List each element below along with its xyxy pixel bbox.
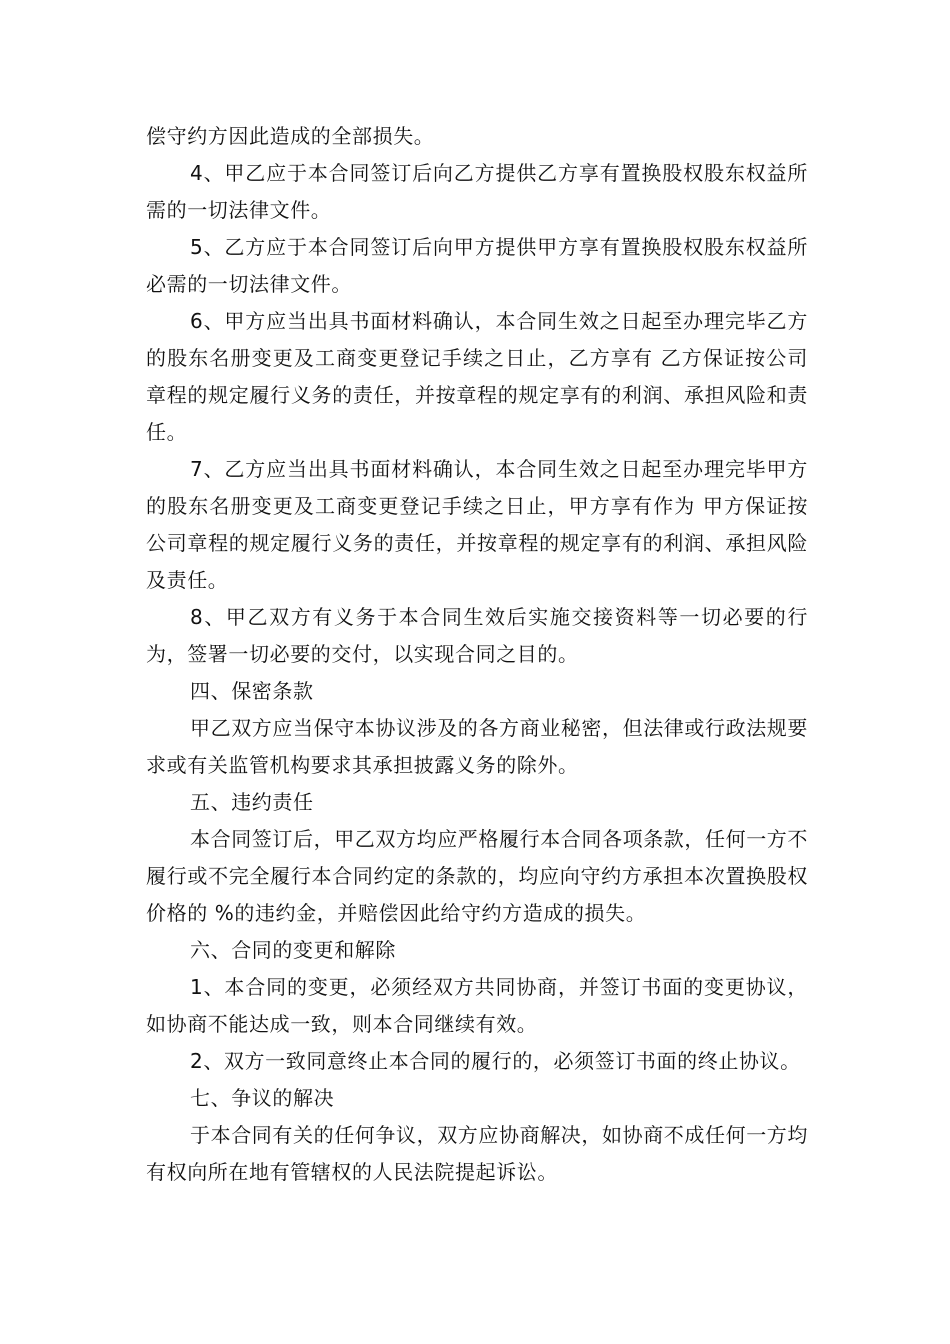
clause-5: 5、乙方应于本合同签订后向甲方提供甲方享有置换股权股东权益所必需的一切法律文件。 (146, 235, 808, 296)
section-heading-liability: 五、违约责任 (190, 790, 314, 814)
section-heading-dispute: 七、争议的解决 (190, 1086, 335, 1110)
paragraph-continuation: 偿守约方因此造成的全部损失。 (146, 124, 435, 148)
dispute-text: 于本合同有关的任何争议，双方应协商解决，如协商不成任何一方均有权向所在地有管辖权的人民法院提起诉讼。 (146, 1123, 808, 1184)
clause-7: 7、乙方应当出具书面材料确认，本合同生效之日起至办理完毕甲方的股东名册变更及工商变更登记手续之日止，甲方享有作为 甲方保证按 公司章程的规定履行义务的责任，并按章程的规定享有的利润、承担风险及责任。 (146, 457, 808, 592)
modification-clause-1: 1、本合同的变更，必须经双方共同协商，并签订书面的变更协议，如协商不能达成一致，则本合同继续有效。 (146, 975, 808, 1036)
liability-text: 本合同签订后，甲乙双方均应严格履行本合同各项条款，任何一方不履行或不完全履行本合同约定的条款的，均应向守约方承担本次置换股权价格的 %的违约金，并赔偿因此给守约方造成的损失。 (146, 827, 808, 925)
clause-6: 6、甲方应当出具书面材料确认，本合同生效之日起至办理完毕乙方的股东名册变更及工商变更登记手续之日止，乙方享有 乙方保证按公司章程的规定履行义务的责任，并按章程的规定享有的利润、承担风险和责任。 (146, 309, 808, 444)
clause-4: 4、甲乙应于本合同签订后向乙方提供乙方享有置换股权股东权益所需的一切法律文件。 (146, 161, 808, 222)
contract-body (146, 118, 808, 1191)
section-heading-modification: 六、合同的变更和解除 (190, 938, 396, 962)
confidentiality-text: 甲乙双方应当保守本协议涉及的各方商业秘密，但法律或行政法规要求或有关监管机构要求其承担披露义务的除外。 (146, 716, 808, 777)
section-heading-confidentiality: 四、保密条款 (190, 679, 314, 703)
modification-clause-2: 2、双方一致同意终止本合同的履行的，必须签订书面的终止协议。 (190, 1049, 801, 1073)
clause-8: 8、甲乙双方有义务于本合同生效后实施交接资料等一切必要的行为，签署一切必要的交付，以实现合同之目的。 (146, 605, 808, 666)
